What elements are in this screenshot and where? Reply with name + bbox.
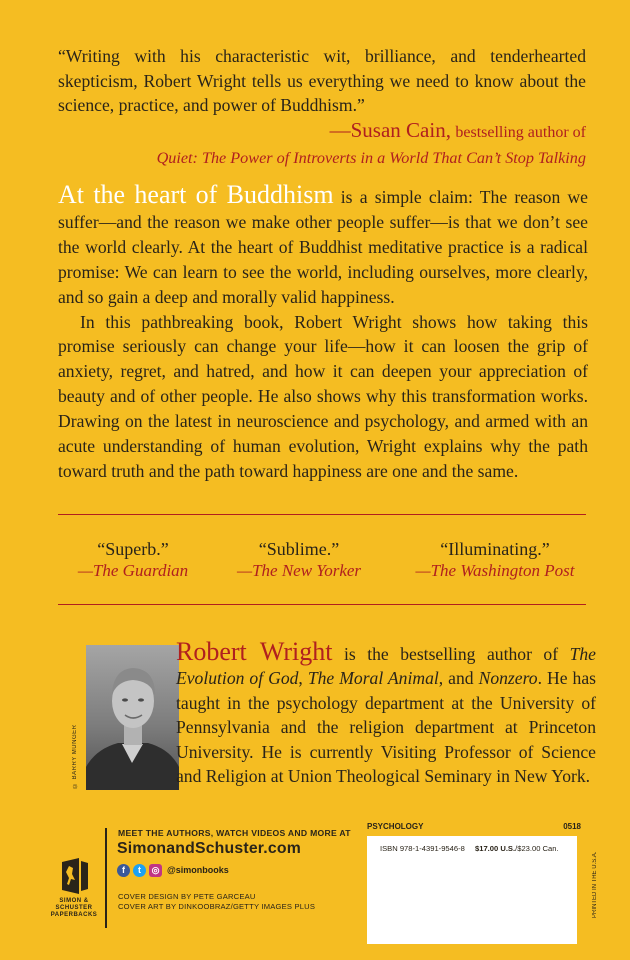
description-lead: At the heart of Buddhism — [58, 180, 334, 209]
price — [475, 844, 559, 853]
description-p1-text: is a simple claim: The reason we suffer—and the reason we make other people suffer—is that we don’t see the world clearly. At the heart of Buddhist meditative practice is a radical promise: We can learn to see the world, including ourselves, more clearly, and so gain a deep and morally valid happiness. — [58, 187, 588, 307]
blurb-new-yorker — [224, 538, 374, 582]
book-description — [58, 180, 588, 484]
blurb-washington-post — [400, 538, 590, 582]
logo-line-1: SIMON & — [59, 898, 89, 904]
category-label: PSYCHOLOGY — [367, 822, 424, 831]
bio-text-1: is the bestselling author of — [344, 644, 559, 664]
author-portrait-illustration — [86, 645, 179, 790]
bio-sep-2: , and — [438, 668, 474, 689]
photo-credit: © BARRY MUNGER — [72, 724, 78, 788]
description-paragraph-1 — [58, 180, 588, 310]
barcode-area — [367, 822, 581, 958]
blurb-source: —The New Yorker — [236, 561, 362, 580]
publisher-logo-icon — [60, 858, 90, 894]
social-handle[interactable]: @simonbooks — [167, 865, 229, 875]
category-code: 0518 — [563, 822, 581, 831]
blurb-quote: “Sublime.” — [258, 539, 340, 559]
printed-in-usa: PRINTED IN THE U.S.A. — [592, 851, 598, 918]
publisher-logo-text — [46, 898, 102, 920]
logo-line-3: PAPERBACKS — [50, 912, 98, 919]
endorsement-author: —Susan Cain, — [329, 117, 451, 142]
price-us: $17.00 U.S. — [475, 844, 516, 853]
blurb-source: —The Guardian — [77, 561, 189, 580]
author-bio — [176, 637, 596, 788]
blurb-guardian — [58, 538, 208, 582]
author-name: Robert Wright — [176, 637, 333, 666]
publisher-promo: MEET THE AUTHORS, WATCH VIDEOS AND MORE AT — [118, 828, 351, 838]
author-photo — [86, 645, 179, 790]
blurb-source: —The Washington Post — [415, 561, 575, 580]
twitter-icon[interactable]: t — [133, 864, 146, 877]
endorsement-quote-block — [58, 44, 586, 171]
cover-credits — [118, 892, 315, 912]
price-can: /$23.00 Can. — [515, 844, 559, 853]
cover-design-credit: COVER DESIGN BY PETE GARCEAU — [118, 892, 256, 901]
blurb-quote: “Illuminating.” — [440, 539, 550, 559]
description-paragraph-2: In this pathbreaking book, Robert Wright shows how taking this promise seriously can change your life—how it can loosen the grip of anxiety, regret, and hatred, and how it can deepen your appreciation of beauty and of other people. He also shows why this transformation works. Drawing on the latest in neuroscience and psychology, and armed with an acute understanding of human evolution, Wright explains why the path toward truth and the path toward happiness are one and the same. — [58, 311, 588, 481]
endorsement-author-role: bestselling author of — [455, 123, 586, 141]
divider-bottom — [58, 604, 586, 605]
facebook-icon[interactable]: f — [117, 864, 130, 877]
logo-line-2: SCHUSTER — [55, 905, 93, 912]
instagram-icon[interactable]: ◎ — [149, 864, 162, 877]
book-title-1: The Evolution of God — [176, 644, 596, 689]
endorsement-quote: “Writing with his characteristic wit, brilliance, and tenderhearted skepticism, Robert Wright tells us everything we need to know about the science, practice, and power of Buddhism.” — [58, 46, 586, 115]
bio-sep-1: , — [298, 668, 303, 689]
book-title-2: The Moral Animal — [307, 668, 439, 689]
endorsement-author-work: Quiet: The Power of Introverts in a World That Can’t Stop Talking — [156, 149, 586, 167]
book-title-3: Nonzero — [478, 668, 538, 689]
footer-divider — [105, 828, 107, 928]
cover-art-credit: COVER ART BY DINKOOBRAZ/GETTY IMAGES PLUS — [118, 902, 316, 911]
social-links — [117, 862, 229, 878]
endorsement-attribution — [58, 118, 586, 171]
publisher-website[interactable]: SimonandSchuster.com — [117, 840, 301, 857]
isbn: ISBN 978-1-4391-9546-8 — [380, 844, 465, 853]
blurb-quote: “Superb.” — [97, 539, 169, 559]
divider-top — [58, 514, 586, 515]
barcode-box — [367, 836, 577, 944]
bio-text-2: . He has taught in the psychology department at the University of Pennsylvania and the religion department at Princeton University. He is currently Visiting Professor of Science and Religion at Union Theological Seminary in New York. — [176, 668, 596, 787]
